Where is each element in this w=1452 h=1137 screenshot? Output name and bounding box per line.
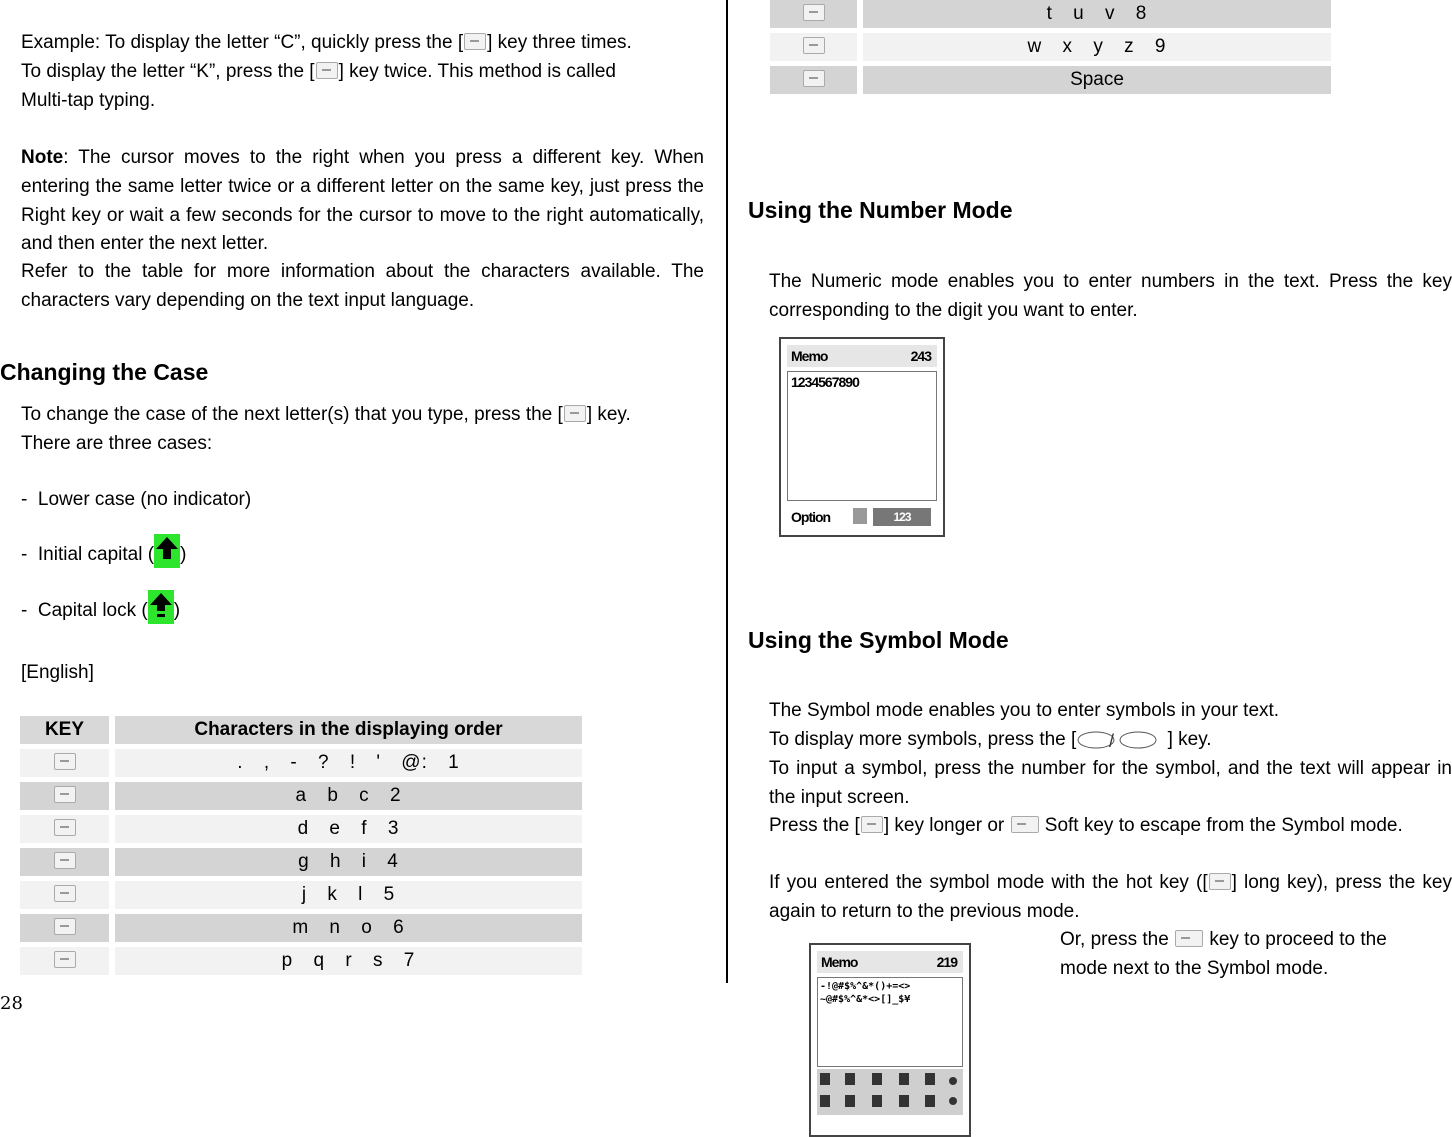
initial-capital-icon [154,534,180,568]
key-cell [20,815,109,843]
key-cell [20,914,109,942]
star-key-icon [564,405,586,422]
note-text: : The cursor moves to the right when you press a different key. When entering the same letter twice or a different letter on the same key, just press the Right key or wait a few seconds for the cursor to move to the right automatically, and then enter the next letter. [21,147,704,255]
language-label: [English] [21,662,94,683]
5-key-icon [316,62,338,79]
number-mode-paragraph: The Numeric mode enables you to enter numbers in the text. Press the key corresponding to the digit you want to enter. [769,271,1452,321]
screen-mode-indicator: 123 [873,508,931,526]
symbol-text: If you entered the symbol mode with the hot key ([ [769,872,1208,893]
chars-cell: d e f 3 [115,815,582,843]
symbol-text: To display more symbols, press the [ [769,729,1077,750]
chars-cell: . , - ? ! ' @: 1 [115,749,582,777]
chars-cell: g h i 4 [115,848,582,876]
table-header-key: KEY [20,716,109,744]
character-table [14,711,588,980]
screen-title: Memo [791,348,828,364]
key-cell [770,66,857,94]
table-row [770,0,1331,28]
symbol-text: ] long key), press the key again to return to the previous mode. [769,872,1452,922]
case-heading: Changing the Case [0,359,209,385]
dash: - [21,600,28,621]
screen-title: Memo [821,954,858,970]
screen-title-bar [787,345,937,367]
key-cell [20,881,109,909]
key-cell [20,947,109,975]
chars-cell: t u v 8 [863,0,1331,28]
screen-symbol-line: ~@#$%^&*<>[]_$¥ [820,994,911,1005]
dash: - [21,489,28,510]
hash-key-icon [1209,873,1231,890]
case-paragraph [21,401,711,459]
intro-text: To display the letter “K”, press the [ [21,60,315,82]
symbol-mode-heading: Using the Symbol Mode [748,627,1009,653]
soft-key-icon [1175,930,1203,947]
number-mode-screenshot [779,337,945,537]
symbol-text: key to proceed to the [1204,929,1387,950]
case-item-capslock [21,590,180,626]
symbol-text: mode next to the Symbol mode. [1060,957,1329,979]
1-key-icon [54,753,76,770]
symbol-text: ] key. [1162,729,1212,750]
5-key-icon [54,885,76,902]
case-item-lower [21,486,251,515]
7-key-icon [54,951,76,968]
table-row [20,914,582,942]
table-header-chars: Characters in the displaying order [115,716,582,744]
symbol-paragraph-1: The Symbol mode enables you to enter symbols in your text. [769,700,1280,721]
case-text: There are three cases: [21,432,213,454]
key-cell [770,33,857,61]
key-cell [20,782,109,810]
case-item-text: ) [173,600,181,621]
intro-text: Multi-tap typing. [21,89,156,111]
symbol-grid [817,1069,963,1115]
chars-cell: j k l 5 [115,881,582,909]
symbol-grid-graphic [817,1069,963,1115]
key-cell [770,0,857,28]
case-item-text: Capital lock ( [37,600,148,621]
case-item-text: ) [180,544,187,565]
case-text: ] key. [586,404,631,425]
star-key-icon [861,816,883,833]
2-key-icon [54,786,76,803]
symbol-paragraph-5 [769,869,1452,927]
symbol-paragraph-3: To input a symbol, press the number for the symbol, and the text will appear in the input screen. [769,758,1452,808]
screen-symbol-line: -!@#$%^&*()+=<> [820,981,911,992]
symbol-mode-screenshot [809,943,971,1137]
screen-content: 1234567890 [791,374,859,390]
case-text: To change the case of the next letter(s) that you type, press the [ [21,404,563,425]
svg-text:/: / [1109,731,1115,750]
table-row [20,749,582,777]
intro-text: Example: To display the letter “C”, quickly press the [ [21,32,464,53]
page-number: 28 [0,993,23,1014]
screen-softkey-bar [787,506,937,528]
screen-count: 243 [910,348,931,364]
number-mode-heading: Using the Number Mode [748,197,1013,223]
note-label: Note [21,147,64,168]
table-row [770,33,1331,61]
soft-key-icon [1011,816,1039,833]
intro-text: ] key three times. [487,32,632,53]
chars-cell: m n o 6 [115,914,582,942]
screen-count: 219 [936,954,957,970]
refer-paragraph: Refer to the table for more information about the characters available. The characters vary depending on the text input language. [21,261,704,311]
dash: - [21,544,28,565]
capital-lock-icon [148,590,174,624]
table-header-row [20,716,582,744]
9-key-icon [803,37,825,54]
intro-text: ] key twice. This method is called [338,60,616,82]
screen-text-area [817,977,963,1067]
screen-text-area [787,371,937,501]
symbol-text: Press the [ [769,815,860,836]
case-item-text: Initial capital ( [37,544,155,565]
key-cell [20,848,109,876]
note-paragraph [21,144,704,259]
4-key-icon [54,852,76,869]
chars-cell: a b c 2 [115,782,582,810]
symbol-text: ] key longer or [883,815,1010,836]
table-row [20,881,582,909]
character-table-continued [764,0,1337,99]
chars-cell: w x y z 9 [863,33,1331,61]
navigation-keys-icon [1076,728,1162,750]
6-key-icon [54,918,76,935]
symbol-paragraph-2 [769,726,1452,755]
column-divider [726,0,728,983]
table-row [770,66,1331,94]
case-item-initial [21,534,186,570]
table-row [20,848,582,876]
symbol-paragraph-6 [1060,926,1450,984]
8-key-icon [803,4,825,21]
0-key-icon [803,70,825,87]
case-item-text: Lower case (no indicator) [37,489,252,510]
2-key-icon [464,33,486,50]
screen-title-bar [817,951,963,973]
intro-paragraph [21,29,711,115]
table-row [20,815,582,843]
table-row [20,782,582,810]
3-key-icon [54,819,76,836]
symbol-text: Or, press the [1060,929,1175,950]
screen-softkey: Option [791,509,831,525]
symbol-text: Soft key to escape from the Symbol mode. [1039,815,1403,836]
symbol-paragraph-4 [769,812,1452,841]
ok-icon [853,508,867,524]
key-cell [20,749,109,777]
table-row [20,947,582,975]
chars-cell: p q r s 7 [115,947,582,975]
chars-cell: Space [863,66,1331,94]
